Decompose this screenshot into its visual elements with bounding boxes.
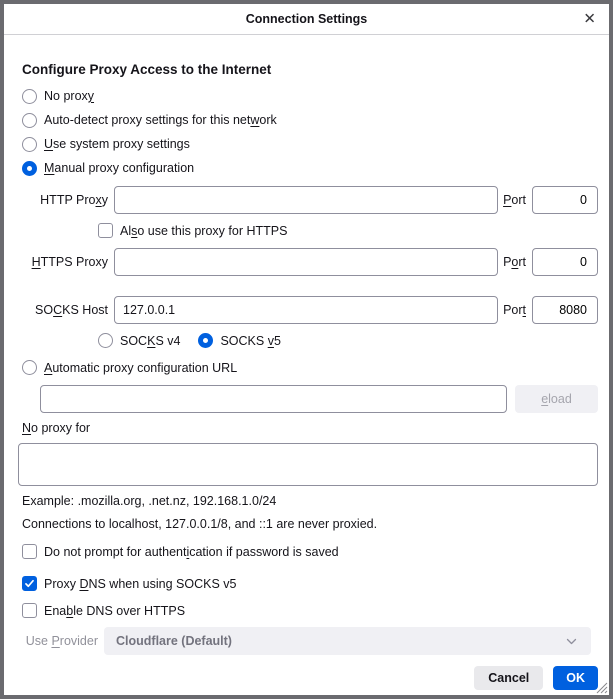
radio-socks-v4[interactable] xyxy=(98,333,113,348)
checkbox-no-prompt-auth[interactable] xyxy=(22,544,37,559)
dialog-title: Connection Settings xyxy=(245,12,368,26)
no-prompt-auth-label: Do not prompt for authentication if password is saved xyxy=(44,544,339,559)
page-title: Configure Proxy Access to the Internet xyxy=(22,62,272,77)
radio-label-system-proxy: Use system proxy settings xyxy=(44,137,190,151)
no-proxy-example-text: Example: .mozilla.org, .net.nz, 192.168.1.0/24 xyxy=(22,494,277,508)
localhost-note-text: Connections to localhost, 127.0.0.1/8, and ::1 are never proxied. xyxy=(22,517,378,531)
checkbox-row-no-prompt-auth[interactable] xyxy=(22,543,598,560)
https-proxy-row xyxy=(18,248,598,276)
dialog-titlebar xyxy=(4,4,609,35)
resize-grip[interactable] xyxy=(595,681,608,694)
radio-label-socks-v5: SOCKS v5 xyxy=(220,333,281,348)
doh-provider-select[interactable] xyxy=(104,627,591,655)
enable-doh-label: Enable DNS over HTTPS xyxy=(44,603,186,618)
socks-port-input[interactable] xyxy=(532,296,598,324)
socks-port-label: Port xyxy=(503,303,526,317)
radio-label-manual-proxy: Manual proxy configuration xyxy=(44,161,195,175)
no-proxy-for-label: No proxy for xyxy=(22,421,91,435)
radio-auto-detect[interactable] xyxy=(22,113,37,128)
radio-manual-proxy[interactable] xyxy=(22,161,37,176)
radio-row-manual-proxy[interactable] xyxy=(22,156,598,180)
socks-host-input[interactable] xyxy=(114,296,498,324)
radio-row-auto-detect[interactable] xyxy=(22,108,598,132)
checkbox-proxy-dns[interactable] xyxy=(22,576,37,591)
reload-button[interactable]: eload xyxy=(515,385,598,413)
http-proxy-row xyxy=(18,186,598,214)
doh-provider-label: Use Provider xyxy=(25,634,98,648)
ok-button[interactable]: OK xyxy=(553,666,598,690)
https-port-input[interactable] xyxy=(532,248,598,276)
radio-no-proxy[interactable] xyxy=(22,89,37,104)
radio-row-no-proxy[interactable] xyxy=(22,84,598,108)
radio-auto-config-url[interactable] xyxy=(22,360,37,375)
checkbox-also-https[interactable] xyxy=(98,223,113,238)
checkbox-enable-doh[interactable] xyxy=(22,603,37,618)
http-port-input[interactable] xyxy=(532,186,598,214)
socks-version-row xyxy=(98,332,598,349)
dialog-content xyxy=(4,62,609,690)
close-icon[interactable]: ✕ xyxy=(583,10,596,28)
radio-row-auto-config-url[interactable] xyxy=(22,359,598,376)
doh-provider-value: Cloudflare (Default) xyxy=(116,634,232,648)
radio-row-system-proxy[interactable] xyxy=(22,132,598,156)
radio-label-socks-v4: SOCKS v4 xyxy=(120,333,181,348)
radio-socks-v5[interactable] xyxy=(198,333,213,348)
radio-system-proxy[interactable] xyxy=(22,137,37,152)
checkbox-row-proxy-dns[interactable] xyxy=(22,575,598,592)
radio-label-auto-config-url: Automatic proxy configuration URL xyxy=(44,360,238,375)
https-port-label: Port xyxy=(503,255,526,269)
radio-label-no-proxy: No proxy xyxy=(44,89,95,103)
https-proxy-input[interactable] xyxy=(114,248,498,276)
dialog-footer xyxy=(18,666,598,690)
also-https-label: Also use this proxy for HTTPS xyxy=(120,223,288,238)
also-https-row[interactable] xyxy=(98,222,598,239)
radio-label-auto-detect: Auto-detect proxy settings for this network xyxy=(44,113,277,127)
no-proxy-for-textarea[interactable] xyxy=(18,443,598,486)
radio-row-socks-v4[interactable] xyxy=(98,333,180,348)
https-proxy-label: HTTPS Proxy xyxy=(31,255,108,269)
http-port-label: Port xyxy=(503,193,526,207)
socks-host-label: SOCKS Host xyxy=(35,303,108,317)
cancel-button[interactable]: Cancel xyxy=(474,666,543,690)
http-proxy-label: HTTP Proxy xyxy=(40,193,108,207)
chevron-down-icon xyxy=(565,635,578,648)
socks-host-row xyxy=(18,296,598,324)
auto-config-url-row xyxy=(40,385,598,413)
radio-row-socks-v5[interactable] xyxy=(198,333,280,348)
checkbox-row-enable-doh[interactable] xyxy=(22,602,598,619)
proxy-dns-label: Proxy DNS when using SOCKS v5 xyxy=(44,576,237,591)
auto-config-url-input[interactable] xyxy=(40,385,507,413)
http-proxy-input[interactable] xyxy=(114,186,498,214)
doh-provider-row xyxy=(18,627,598,655)
